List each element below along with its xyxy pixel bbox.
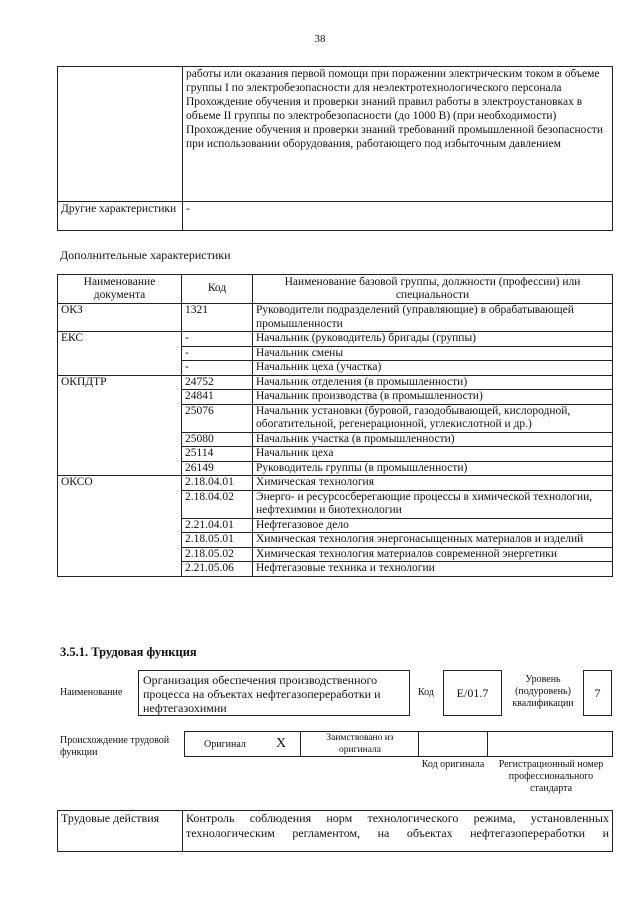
name-cell: Начальник производства (в промышленности): [253, 390, 613, 405]
reg-number-label: Регистрационный номер профессионального стандарта: [498, 759, 604, 794]
name-cell: Начальник смены: [253, 346, 613, 361]
code-original-label: Код оригинала: [421, 759, 485, 770]
code-cell: 2.18.04.02: [182, 490, 253, 518]
name-cell: Начальник отделения (в промышленности): [253, 375, 613, 390]
labor-action-line: Контроль соблюдения норм технологического режима, установленных: [186, 811, 609, 825]
level-box: [583, 670, 612, 716]
requirement-paragraph: Прохождение обучения и проверки знаний правил работы в электроустановках в объеме II группы по электробезопасности (до 1000 В) (при необходимости): [186, 96, 583, 122]
name-cell: Нефтегазовое дело: [253, 518, 613, 533]
additional-characteristics-caption: Дополнительные характеристики: [60, 248, 231, 262]
code-cell: -: [182, 346, 253, 361]
code-value: E/01.7: [456, 686, 489, 700]
code-cell: 24841: [182, 390, 253, 405]
name-cell: Энерго- и ресурсосберегающие процессы в химической технологии, нефтехимии и биотехнологии: [253, 490, 613, 518]
code-cell: 25114: [182, 447, 253, 462]
requirement-paragraph: работы или оказания первой помощи при поражении электрическим током в объеме группы I по электробезопасности для неэлектротехнологического персонала: [186, 68, 600, 94]
labor-actions-table: [57, 810, 613, 852]
requirement-paragraph: Прохождение обучения и проверки знаний требований промышленной безопасности при использовании оборудования, работающего под избыточным давлением: [186, 124, 603, 150]
document-cell: ОКСО: [58, 476, 182, 577]
reg-number-box: [487, 731, 613, 757]
function-name-box: [138, 670, 410, 716]
labor-actions-cell: [183, 811, 613, 852]
name-cell: Начальник цеха: [253, 447, 613, 462]
name-cell: Начальник цеха (участка): [253, 361, 613, 376]
requirements-table: [57, 66, 613, 231]
origin-label: Происхождение трудовой функции: [60, 735, 170, 758]
document-cell: ОКПДТР: [58, 375, 182, 476]
code-cell: 24752: [182, 375, 253, 390]
name-cell: Руководитель группы (в промышленности): [253, 461, 613, 476]
name-cell: Начальник (руководитель) бригады (группы): [253, 332, 613, 347]
code-cell: 25080: [182, 432, 253, 447]
level-label: Уровень (подуровень) квалификации: [512, 674, 574, 709]
code-cell: 2.18.04.01: [182, 476, 253, 491]
name-cell: Начальник установки (буровой, газодобывающей, кислородной, обогатительной, регенерационной, углекислотной и др.): [253, 404, 613, 432]
header-document: Наименование документа: [58, 275, 182, 304]
table-row: [58, 304, 613, 332]
code-cell: 2.21.04.01: [182, 518, 253, 533]
name-cell: Химическая технология: [253, 476, 613, 491]
level-value: 7: [594, 686, 601, 700]
labor-actions-label: Трудовые действия: [58, 811, 183, 852]
header-code: Код: [182, 275, 253, 304]
name-cell: Химическая технология энергонасыщенных материалов и изделий: [253, 533, 613, 548]
table-row: [58, 332, 613, 347]
table-row: [58, 375, 613, 390]
code-cell: 26149: [182, 461, 253, 476]
code-cell: -: [182, 332, 253, 347]
empty-label-cell: [58, 67, 183, 202]
function-name-value: Организация обеспечения производственного процесса на объектах нефтегазопереработки и нефтегазохимии: [143, 673, 381, 715]
code-label: Код: [418, 687, 434, 698]
table-row: [58, 476, 613, 491]
original-mark: X: [276, 736, 287, 751]
name-cell: Руководители подразделений (управляющие) в обрабатывающей промышленности: [253, 304, 613, 332]
requirements-text-cell: [183, 67, 613, 202]
name-cell: Химическая технология материалов современной энергетики: [253, 547, 613, 562]
header-name: Наименование базовой группы, должности (профессии) или специальности: [253, 275, 613, 304]
other-characteristics-label: Другие характеристики: [58, 202, 183, 231]
code-cell: 1321: [182, 304, 253, 332]
name-cell: Нефтегазовые техника и технологии: [253, 562, 613, 577]
code-original-box: [418, 731, 488, 757]
code-cell: 2.21.05.06: [182, 562, 253, 577]
document-cell: ОКЗ: [58, 304, 182, 332]
classifier-rows: [58, 304, 613, 577]
labor-function-heading: 3.5.1. Трудовая функция: [60, 645, 197, 659]
additional-characteristics-table: [57, 274, 613, 577]
document-cell: ЕКС: [58, 332, 182, 376]
code-box: [443, 670, 502, 716]
other-characteristics-value: -: [183, 202, 613, 231]
original-label: Оригинал: [204, 739, 246, 750]
name-label: Наименование: [60, 687, 123, 698]
name-cell: Начальник участка (в промышленности): [253, 432, 613, 447]
code-cell: 2.18.05.01: [182, 533, 253, 548]
page-number: 38: [314, 33, 326, 45]
code-cell: -: [182, 361, 253, 376]
code-cell: 2.18.05.02: [182, 547, 253, 562]
labor-action-line: технологическим регламентом, на объектах нефтегазопереработки и: [186, 826, 609, 840]
borrowed-label: Заимствовано из оригинала: [326, 733, 394, 755]
code-cell: 25076: [182, 404, 253, 432]
